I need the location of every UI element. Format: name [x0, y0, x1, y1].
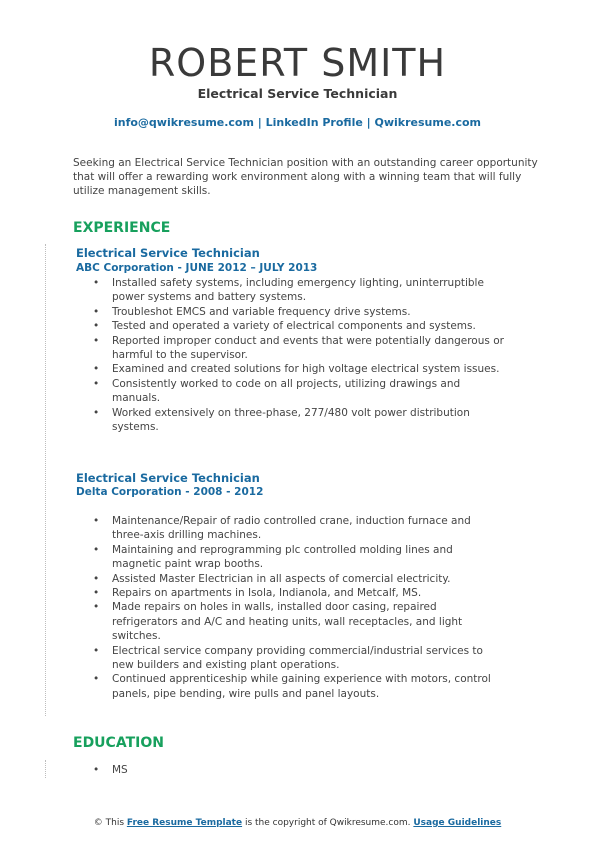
- job-title: Electrical Service Technician: [76, 246, 260, 260]
- job-company: Delta Corporation - 2008 - 2012: [76, 486, 264, 498]
- list-item: • Electrical service company providing commercial/industrial services to new builders and existing plant operations.: [112, 644, 504, 673]
- contact-separator: |: [362, 116, 375, 129]
- resume-header: [0, 40, 595, 101]
- candidate-title: Electrical Service Technician: [197, 86, 398, 101]
- list-item: • Repairs on apartments in Isola, Indianola, and Metcalf, MS.: [112, 586, 504, 600]
- footer-text: © This: [93, 818, 127, 828]
- footer-text: is the copyright of Qwikresume.com.: [242, 818, 414, 828]
- education-list: [76, 763, 504, 777]
- footer: [0, 818, 595, 828]
- experience-divider: [45, 244, 46, 716]
- list-item: • Examined and created solutions for high voltage electrical system issues.: [112, 362, 504, 376]
- list-item: • Maintenance/Repair of radio controlled crane, induction furnace and three-axis drilling machines.: [112, 514, 504, 543]
- education-divider: [45, 760, 46, 778]
- list-item: • Installed safety systems, including emergency lighting, uninterruptible power systems and battery systems.: [112, 276, 504, 305]
- job-bullet-list: [76, 276, 504, 434]
- contact-separator: |: [253, 116, 266, 129]
- job-title: Electrical Service Technician: [76, 471, 260, 485]
- list-item: • Continued apprenticeship while gaining experience with motors, control panels, pipe bending, wire pulls and panel layouts.: [112, 672, 504, 701]
- education-heading: EDUCATION: [73, 735, 164, 751]
- list-item: • Worked extensively on three-phase, 277/480 volt power distribution systems.: [112, 406, 504, 435]
- usage-guidelines-link[interactable]: Usage Guidelines: [413, 818, 502, 828]
- list-item: • Consistently worked to code on all projects, utilizing drawings and manuals.: [112, 377, 504, 406]
- experience-heading: EXPERIENCE: [73, 220, 171, 236]
- contact-line: [0, 116, 595, 129]
- linkedin-link[interactable]: LinkedIn Profile: [265, 116, 363, 129]
- list-item: • Reported improper conduct and events that were potentially dangerous or harmful to the supervisor.: [112, 334, 504, 363]
- website-link[interactable]: Qwikresume.com: [374, 116, 482, 129]
- list-item: • Maintaining and reprogramming plc controlled molding lines and magnetic paint wrap booths.: [112, 543, 504, 572]
- list-item: • Assisted Master Electrician in all aspects of comercial electricity.: [112, 572, 504, 586]
- job-bullet-list: [76, 514, 504, 701]
- list-item: • Tested and operated a variety of electrical components and systems.: [112, 319, 504, 333]
- free-resume-template-link[interactable]: Free Resume Template: [126, 818, 243, 828]
- job-company: ABC Corporation - JUNE 2012 – JULY 2013: [76, 262, 318, 274]
- list-item: • Made repairs on holes in walls, installed door casing, repaired refrigerators and A/C and heating units, wall receptacles, and light switches.: [112, 600, 504, 643]
- list-item: • MS: [112, 763, 504, 777]
- email-link[interactable]: info@qwikresume.com: [113, 116, 254, 129]
- candidate-name: ROBERT SMITH: [148, 41, 447, 85]
- summary-paragraph: Seeking an Electrical Service Technician position with an outstanding career opportunity that will offer a rewarding work environment along with a winning team that will fully utilize management skills.: [73, 157, 538, 197]
- list-item: • Troubleshot EMCS and variable frequency drive systems.: [112, 305, 504, 319]
